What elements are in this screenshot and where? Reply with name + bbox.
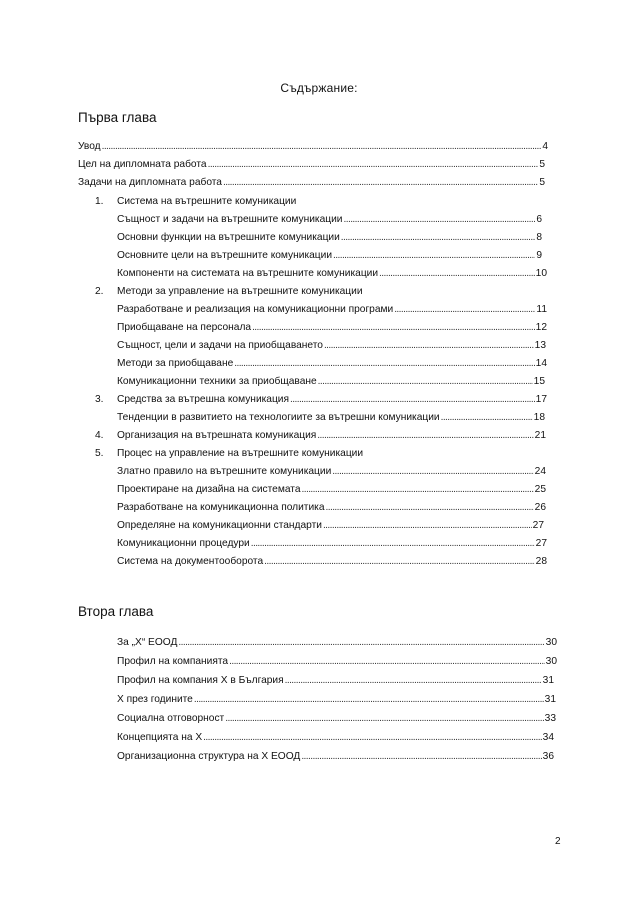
chapter-2-heading: Втора глава bbox=[78, 604, 154, 619]
toc-section-heading[interactable]: 2. Методи за управление на вътрешните комуникации bbox=[95, 286, 363, 297]
toc-entry[interactable]: Х през годините ..... 31 bbox=[117, 693, 556, 707]
toc-entry[interactable]: Разработване и реализация на комуникационни програми ..... 11 bbox=[117, 303, 547, 317]
toc-entry[interactable]: Приобщаване на персонала ..... 12 bbox=[117, 321, 547, 335]
toc-entry[interactable]: Методи за приобщаване ..... 14 bbox=[117, 357, 547, 371]
toc-entry[interactable]: За „Х“ ЕООД ..... 30 bbox=[117, 636, 557, 650]
toc-entry[interactable]: Профил на компания Х в България ..... 31 bbox=[117, 674, 554, 688]
toc-section-heading[interactable]: 5. Процес на управление на вътрешните комуникации bbox=[95, 448, 364, 459]
toc-section-heading[interactable]: 1. Система на вътрешните комуникации bbox=[95, 196, 297, 207]
toc-entry[interactable]: Основни функции на вътрешните комуникации ..... 8 bbox=[117, 231, 542, 245]
toc-section-heading[interactable]: 4. Организация на вътрешната комуникация ..... 21 bbox=[95, 429, 546, 443]
toc-section-heading[interactable]: 3. Средства за вътрешна комуникация ..... 17 bbox=[95, 393, 547, 407]
toc-entry[interactable]: Основните цели на вътрешните комуникации ..... 9 bbox=[117, 249, 542, 263]
chapter-1-heading: Първа глава bbox=[78, 110, 157, 125]
toc-title: Съдържание: bbox=[280, 81, 358, 95]
toc-entry[interactable]: Концепцията на Х ..... 34 bbox=[117, 731, 554, 745]
toc-entry[interactable]: Разработване на комуникационна политика ..... 26 bbox=[117, 501, 546, 515]
toc-entry[interactable]: Задачи на дипломната работа ..... 5 bbox=[78, 176, 545, 190]
toc-entry[interactable]: Компоненти на системата на вътрешните комуникации ..... 10 bbox=[117, 267, 547, 281]
toc-entry[interactable]: Увод ..... 4 bbox=[78, 140, 548, 154]
toc-entry[interactable]: Същност, цели и задачи на приобщаването ..... 13 bbox=[117, 339, 546, 353]
toc-entry[interactable]: Тенденции в развитието на технологиите за вътрешни комуникации ..... 18 bbox=[117, 411, 545, 425]
toc-entry[interactable]: Проектиране на дизайна на системата ..... 25 bbox=[117, 483, 546, 497]
toc-entry[interactable]: Определяне на комуникационни стандарти ..... 27 bbox=[117, 519, 544, 533]
toc-entry[interactable]: Същност и задачи на вътрешните комуникации ..... 6 bbox=[117, 213, 542, 227]
toc-entry[interactable]: Система на документооборота ..... 28 bbox=[117, 555, 547, 569]
toc-entry[interactable]: Профил на компанията ..... 30 bbox=[117, 655, 557, 669]
toc-entry[interactable]: Социална отговорност ..... 33 bbox=[117, 712, 556, 726]
toc-entry[interactable]: Комуникационни техники за приобщаване ..... 15 bbox=[117, 375, 545, 389]
toc-entry[interactable]: Златно правило на вътрешните комуникации ..... 24 bbox=[117, 465, 546, 479]
page-number: 2 bbox=[555, 836, 561, 847]
toc-entry[interactable]: Организационна структура на Х ЕООД ..... 36 bbox=[117, 750, 554, 764]
toc-entry[interactable]: Комуникационни процедури ..... 27 bbox=[117, 537, 547, 551]
toc-entry[interactable]: Цел на дипломната работа ..... 5 bbox=[78, 158, 545, 172]
